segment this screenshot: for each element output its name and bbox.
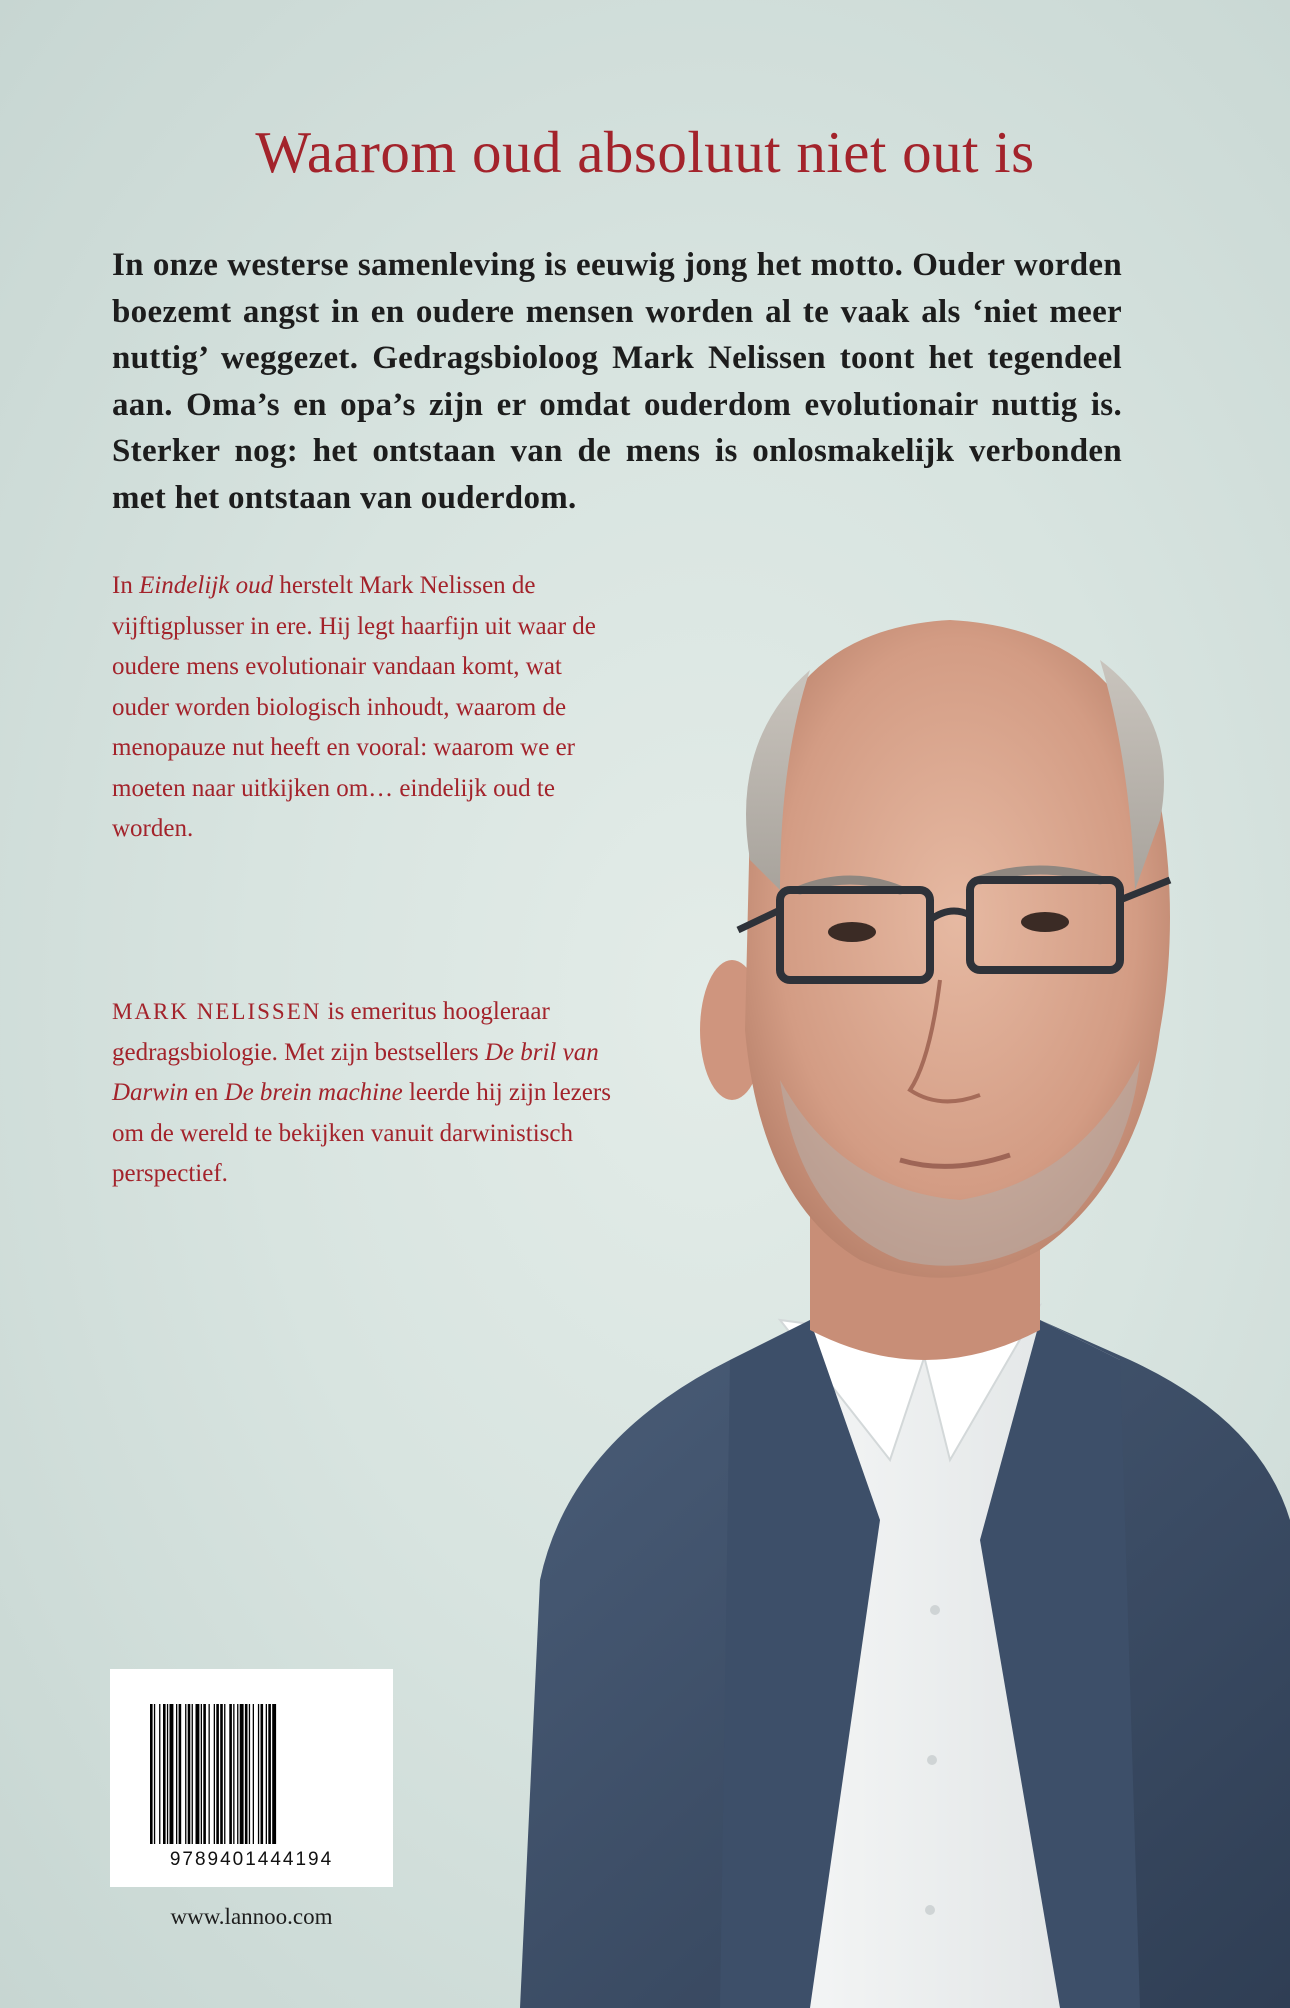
book-title: Eindelijk oud [139, 572, 274, 599]
barcode-bar [163, 1704, 166, 1844]
barcode-panel [110, 1669, 393, 1887]
barcode-bar [179, 1704, 182, 1844]
isbn-number: 9789401444194 [169, 1849, 334, 1870]
barcode-bar [170, 1704, 174, 1844]
bio-text-1: is emeritus hoogleraar gedragsbiologie. Met zijn bestsellers [112, 998, 550, 1066]
barcode-bar [209, 1704, 210, 1844]
author-bio [112, 992, 612, 1195]
publisher-website: www.lannoo.com [170, 1904, 333, 1929]
barcode-bar [150, 1704, 153, 1844]
barcode-icon [150, 1704, 353, 1844]
barcode-bar [245, 1704, 248, 1844]
barcode-bar [159, 1704, 160, 1844]
barcode-bar [185, 1704, 186, 1844]
barcode-bar [188, 1704, 191, 1844]
barcode-bar [216, 1704, 219, 1844]
barcode-bar [167, 1704, 168, 1844]
barcode-bar [196, 1704, 200, 1844]
book-summary [112, 566, 612, 850]
barcode-bar [201, 1704, 202, 1844]
barcode-bar [192, 1704, 193, 1844]
barcode-bar [272, 1704, 276, 1844]
barcode-bar [249, 1704, 250, 1844]
cover-headline: Waarom oud absoluut niet out is [255, 119, 1035, 185]
barcode-bar [266, 1704, 267, 1844]
barcode-bar [237, 1704, 238, 1844]
barcode-bar [214, 1704, 215, 1844]
barcode-bar [233, 1704, 234, 1844]
barcode-bar [253, 1704, 254, 1844]
summary-prefix: In [112, 572, 140, 599]
intro-paragraph: In onze westerse samenleving is eeuwig jong het motto. Ouder worden boezemt angst in en oudere mensen worden al te vaak als ‘niet meer nuttig’ weggezet. Gedragsbioloog Mark Nelissen toont het tegendeel aan. Oma’s en opa’s zijn er omdat ouderdom evolutionair nuttig is. Sterker nog: het ontstaan van de mens is onlosmakelijk verbonden met het ontstaan van ouderdom. [112, 247, 1122, 516]
barcode-bar [154, 1704, 155, 1844]
barcode-bar [261, 1704, 264, 1844]
bestseller-title-2: De brein machine [224, 1079, 403, 1106]
barcode-bar [176, 1704, 177, 1844]
barcode-bar [240, 1704, 244, 1844]
summary-text: herstelt Mark Nelissen de vijftigplusser in ere. Hij legt haarfijn uit waar de oudere mens evolutionair vandaan komt, wat ouder worden biologisch inhoudt, waarom de menopauze nut heeft en vooral: waarom we er moeten naar uitkijken om… eindelijk oud te worden. [112, 572, 596, 842]
barcode-bar [203, 1704, 206, 1844]
bio-text-3: leerde hij zijn lezers om de wereld te bekijken vanuit darwinistisch perspectief. [112, 1079, 611, 1187]
author-name: MARK NELISSEN [112, 999, 322, 1024]
barcode-bar [258, 1704, 259, 1844]
barcode-bar [268, 1704, 271, 1844]
barcode-bar [220, 1704, 223, 1844]
barcode-bar [229, 1704, 232, 1844]
barcode-bar [224, 1704, 225, 1844]
bio-text-2: en [188, 1079, 225, 1106]
bestseller-title-1: De bril van Darwin [112, 1038, 599, 1106]
